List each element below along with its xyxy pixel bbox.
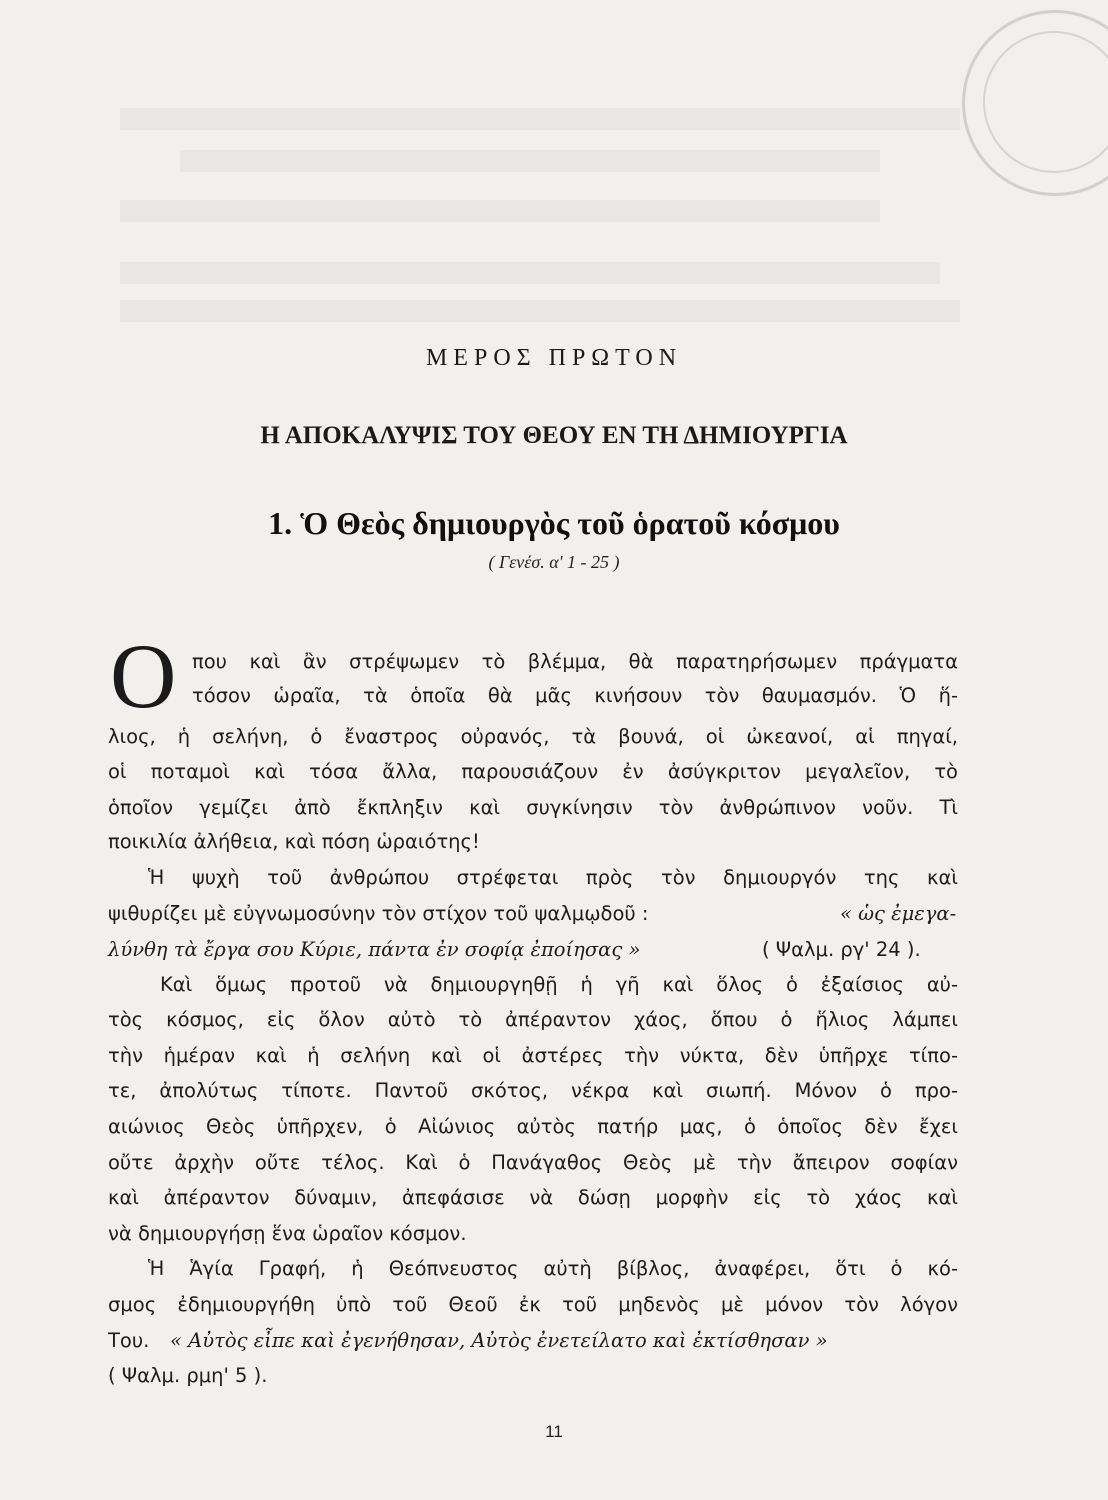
library-stamp xyxy=(962,10,1108,196)
text-line: τὴν ἡμέραν καὶ ἡ σελήνη καὶ οἱ ἀστέρες τὴν νύκτα, δὲν ὑπῆρχε τίπο- xyxy=(108,1044,958,1067)
bleed-through xyxy=(120,108,960,130)
text-line xyxy=(108,938,640,962)
text-line: οὔτε ἀρχὴν οὔτε τέλος. Καὶ ὁ Πανάγαθος Θεὸς μὲ τὴν ἄπειρον σοφίαν xyxy=(108,1151,958,1174)
main-title: Η ΑΠΟΚΑΛΥΨΙΣ ΤΟΥ ΘΕΟΥ ΕΝ ΤΗ ΔΗΜΙΟΥΡΓΙΑ xyxy=(260,422,848,449)
text-line: τόσον ὡραῖα, τὰ ὁποῖα θὰ μᾶς κινήσουν τὸν θαυμασμόν. Ὁ ἥ- xyxy=(192,684,958,707)
text-line: ( Ψαλμ. ργ' 24 ). xyxy=(762,938,921,961)
psalm-quote: « Αὐτὸς εἶπε καὶ ἐγενήθησαν, Αὐτὸς ἐνετείλατο καὶ ἐκτίσθησαν » xyxy=(170,1329,828,1352)
drop-cap: Ο xyxy=(110,625,177,727)
part-title: ΜΕΡΟΣ ΠΡΩΤΟΝ xyxy=(425,345,683,371)
text-line xyxy=(840,902,956,926)
text-line: καὶ ἀπέραντον δύναμιν, ἀπεφάσισε νὰ δώσῃ μορφὴν εἰς τὸ χάος καὶ xyxy=(108,1186,958,1209)
text-line: Καὶ ὅμως προτοῦ νὰ δημιουργηθῇ ἡ γῆ καὶ ὅλος ὁ ἐξαίσιος αὐ- xyxy=(160,973,958,996)
text-line: νὰ δημιουργήσῃ ἕνα ὡραῖον κόσμον. xyxy=(108,1222,467,1245)
bleed-through xyxy=(120,262,940,284)
bleed-through xyxy=(180,150,880,172)
text-line: λιος, ἡ σελήνη, ὁ ἔναστρος οὐρανός, τὰ βουνά, οἱ ὠκεανοί, αἱ πηγαί, xyxy=(108,725,958,748)
text-line: ( Ψαλμ. ρμη' 5 ). xyxy=(108,1364,268,1387)
page-number: 11 xyxy=(545,1422,563,1441)
text-line: Ἡ Ἁγία Γραφή, ἡ Θεόπνευστος αὐτὴ βίβλος, ἀναφέρει, ὅτι ὁ κό- xyxy=(148,1257,958,1280)
bleed-through xyxy=(120,200,880,222)
text-line: ποικιλία ἀλήθεια, καὶ πόση ὡραιότης! xyxy=(108,830,480,853)
text-line: οἱ ποταμοὶ καὶ τόσα ἄλλα, παρουσιάζουν ἐν ἀσύγκριτον μεγαλεῖον, τὸ xyxy=(108,760,958,783)
text-line: που καὶ ἂν στρέψωμεν τὸ βλέμμα, θὰ παρατηρήσωμεν πράγματα xyxy=(192,650,958,673)
psalm-quote: λύνθη τὰ ἔργα σου Κύριε, πάντα ἐν σοφίᾳ ἐποίησας » xyxy=(108,938,641,961)
text-line: Ἡ ψυχὴ τοῦ ἀνθρώπου στρέφεται πρὸς τὸν δημιουργόν της καὶ xyxy=(148,866,958,889)
bleed-through xyxy=(120,300,960,322)
text-line: Του. xyxy=(108,1329,150,1352)
text-line: σμος ἐδημιουργήθη ὑπὸ τοῦ Θεοῦ ἐκ τοῦ μηδενὸς μὲ μόνον τὸν λόγον xyxy=(108,1293,958,1316)
text-line: ὁποῖον γεμίζει ἀπὸ ἔκπληξιν καὶ συγκίνησιν τὸν ἀνθρώπινον νοῦν. Τὶ xyxy=(108,796,958,819)
psalm-quote-start: « ὡς ἐμεγα- xyxy=(840,902,957,925)
scripture-reference: ( Γενέσ. α' 1 - 25 ) xyxy=(488,552,620,572)
text-line: ψιθυρίζει μὲ εὐγνωμοσύνην τὸν στίχον τοῦ ψαλμῳδοῦ : xyxy=(108,902,649,925)
text-line: τε, ἀπολύτως τίποτε. Παντοῦ σκότος, νέκρα καὶ σιωπή. Μόνον ὁ προ- xyxy=(108,1079,958,1102)
text-line: τὸς κόσμος, εἰς ὅλον αὐτὸ τὸ ἀπέραντον χάος, ὅπου ὁ ἥλιος λάμπει xyxy=(108,1008,958,1031)
chapter-title: 1. Ὁ Θεὸς δημιουργὸς τοῦ ὁρατοῦ κόσμου xyxy=(268,505,840,541)
text-line xyxy=(170,1329,828,1353)
text-line: αιώνιος Θεὸς ὑπῆρχεν, ὁ Αἰώνιος αὐτὸς πατήρ μας, ὁ ὁποῖος δὲν ἔχει xyxy=(108,1115,958,1138)
